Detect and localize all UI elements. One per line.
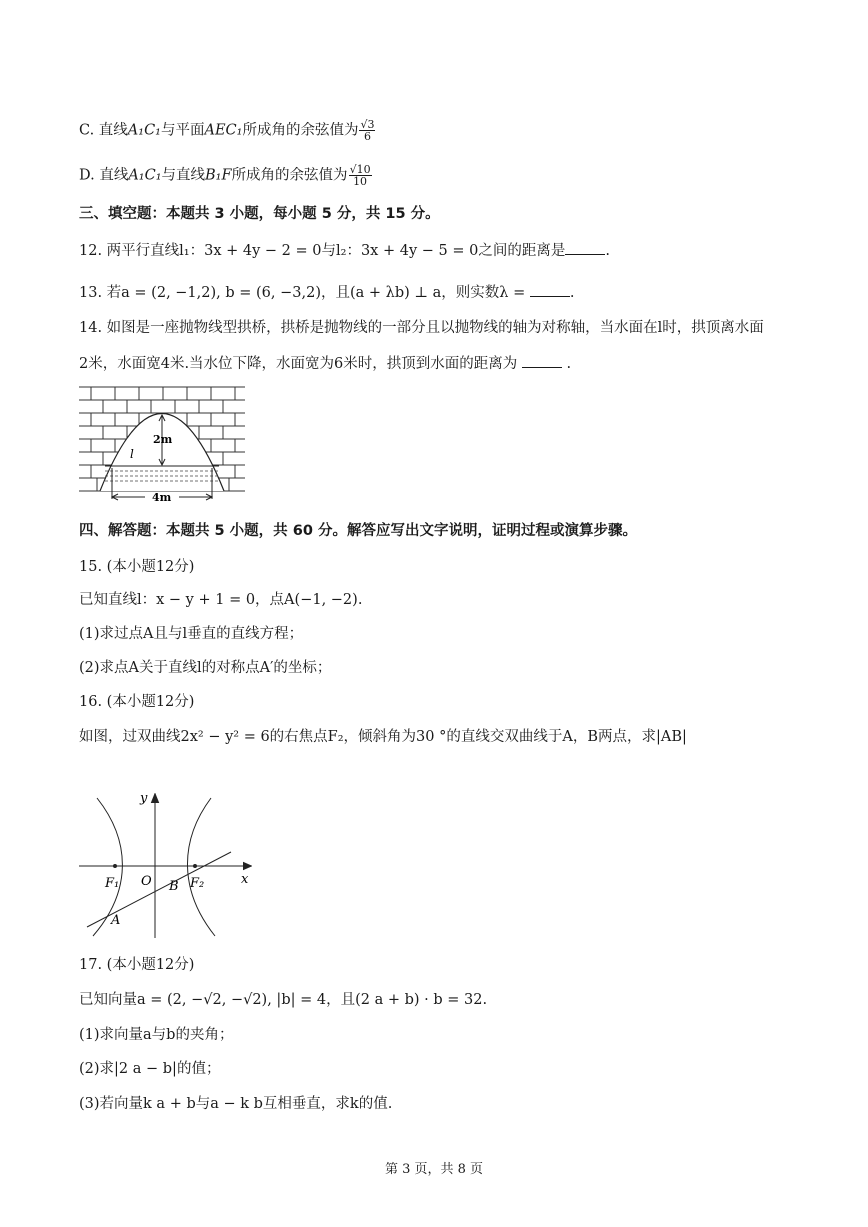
fraction-numerator: √10: [349, 163, 371, 176]
question-17-header: [79, 955, 194, 975]
question-17-given: [79, 990, 487, 1010]
fraction-numerator: √3: [360, 118, 375, 131]
section-title-text: 四、解答题：本题共 5 小题，共 60 分。解答应写出文字说明，证明过程或演算步骤。: [79, 523, 637, 539]
math-symbol: B₁F: [205, 167, 232, 184]
answer-blank: [530, 282, 570, 297]
question-end: .: [566, 356, 572, 372]
question-end: .: [569, 285, 575, 301]
question-text: (1)求过点A且与l垂直的直线方程；: [79, 626, 304, 642]
option-text: 直线: [98, 122, 128, 139]
question-17-part-3: [79, 1094, 392, 1114]
hyperbola-figure: [79, 786, 259, 941]
option-text: 与直线: [161, 167, 206, 184]
water-level-label: l: [130, 447, 134, 461]
question-header: 16. (本小题12分): [79, 694, 195, 710]
question-header: 17. (本小题12分): [79, 957, 195, 973]
question-text: 12. 两平行直线l₁：3x + 4y − 2 = 0与l₂：3x + 4y − 5 = 0之间的距离是: [79, 243, 566, 259]
question-13: [79, 282, 574, 303]
question-17-part-2: [79, 1059, 220, 1079]
question-text: 13. 若a = (2, −1,2), b = (6, −3,2)，且(a + λb) ⊥ a，则实数λ =: [79, 285, 530, 301]
option-text: 所成角的余弦值为: [231, 167, 348, 184]
question-text: 已知直线l：x − y + 1 = 0，点A(−1, −2).: [79, 592, 363, 608]
fraction: [349, 164, 372, 187]
question-17-part-1: [79, 1025, 233, 1045]
option-label: D.: [79, 167, 95, 184]
option-d: [79, 164, 373, 187]
question-text: 2米，水面宽4米.当水位下降，水面宽为6米时，拱顶到水面的距离为: [79, 356, 518, 372]
section-title-text: 三、填空题：本题共 3 小题，每小题 5 分，共 15 分。: [79, 206, 440, 222]
question-text: (2)求|2 a − b|的值；: [79, 1061, 221, 1077]
math-symbol: A₁C₁: [128, 167, 162, 184]
focus-f1-point: [113, 864, 117, 868]
height-label: 2m: [153, 433, 173, 446]
question-16-header: [79, 692, 194, 712]
question-14-line-2: [79, 353, 571, 374]
width-label: 4m: [152, 491, 172, 504]
point-a-label: A: [111, 913, 121, 928]
f2-label: F₂: [190, 876, 205, 891]
answer-blank: [522, 353, 562, 368]
question-14-line-1: [79, 318, 764, 338]
question-header: 15. (本小题12分): [79, 559, 195, 575]
option-text: 与平面: [161, 122, 205, 139]
arch-bridge-figure: [79, 386, 245, 504]
section-title-solutions: [79, 521, 637, 541]
question-end: .: [605, 243, 610, 259]
question-text: 已知向量a = (2, −√2, −√2), |b| = 4，且(2 a + b) · b = 32.: [79, 992, 488, 1008]
option-text: 直线: [99, 167, 129, 184]
option-text: 所成角的余弦值为: [242, 122, 359, 139]
question-text: (2)求点A关于直线l的对称点A′的坐标；: [79, 660, 332, 676]
question-15-part-2: [79, 658, 331, 678]
f1-label: F₁: [105, 876, 120, 891]
fraction-denominator: 10: [353, 175, 368, 188]
option-c: [79, 119, 376, 142]
fraction: [359, 119, 375, 142]
question-16-text: [79, 727, 687, 747]
question-text: 如图，过双曲线2x² − y² = 6的右焦点F₂，倾斜角为30 °的直线交双曲线于A，B两点，求|AB|: [79, 729, 687, 745]
x-axis-label: x: [241, 872, 249, 887]
question-15-given: [79, 590, 362, 610]
answer-blank: [565, 240, 605, 255]
option-label: C.: [79, 122, 95, 139]
y-axis-label: y: [140, 791, 148, 806]
point-b-label: B: [169, 879, 179, 894]
math-symbol: AEC₁: [204, 122, 243, 139]
question-text: (1)求向量a与b的夹角；: [79, 1027, 234, 1043]
page-footer: 第 3 页，共 8 页: [384, 1162, 484, 1177]
question-text: (3)若向量k a + b与a − k b互相垂直，求k的值.: [79, 1096, 393, 1112]
focus-f2-point: [193, 864, 197, 868]
section-title-fill-in: [79, 204, 440, 224]
question-12: [79, 240, 610, 261]
question-15-part-1: [79, 624, 303, 644]
origin-label: O: [141, 874, 152, 889]
question-15-header: [79, 557, 194, 577]
question-text: 14. 如图是一座抛物线型拱桥，拱桥是抛物线的一部分且以抛物线的轴为对称轴，当水面在l时，拱顶离水面: [79, 320, 764, 336]
fraction-denominator: 6: [363, 130, 371, 143]
math-symbol: A₁C₁: [127, 122, 161, 139]
